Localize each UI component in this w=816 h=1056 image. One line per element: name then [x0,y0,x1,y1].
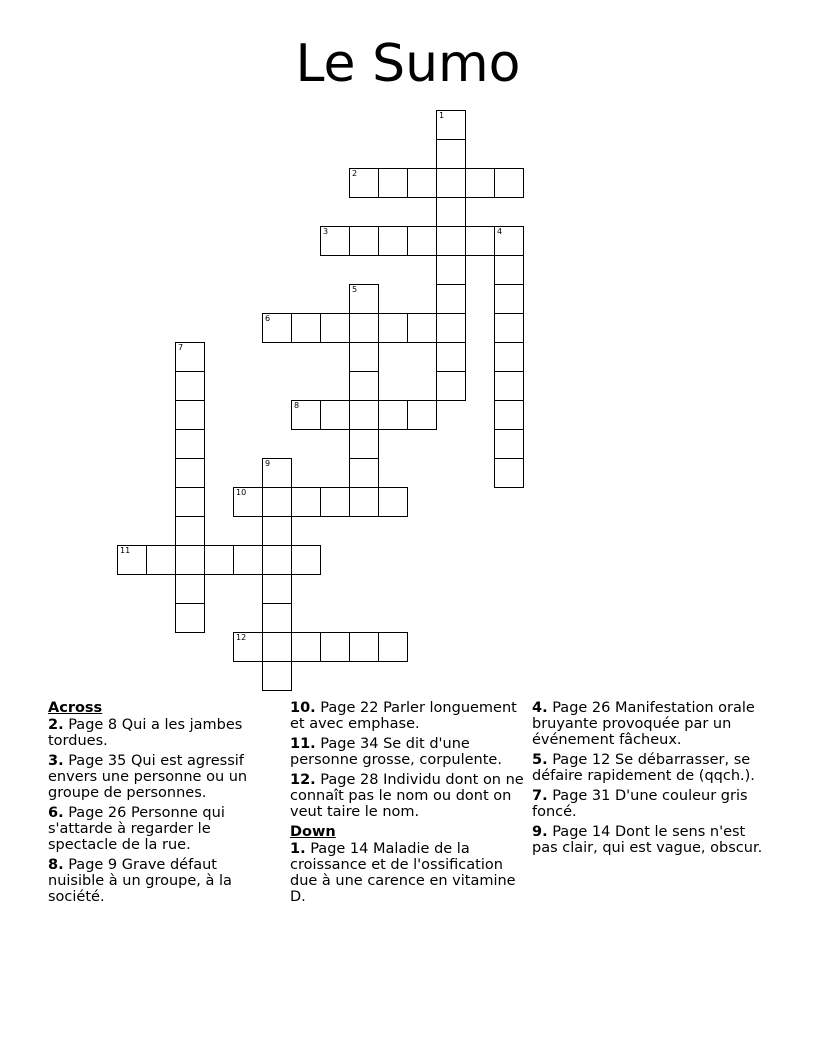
grid-cell[interactable] [494,255,524,285]
grid-cell[interactable] [407,313,437,343]
grid-cell[interactable] [378,168,408,198]
grid-cell[interactable] [349,284,379,314]
grid-cell[interactable] [436,139,466,169]
clues-column-3 [532,700,772,860]
grid-cell[interactable] [494,458,524,488]
grid-cell[interactable] [175,545,205,575]
grid-cell[interactable] [291,400,321,430]
clue-number: 4 [497,227,503,236]
grid-cell[interactable] [436,226,466,256]
grid-cell[interactable] [465,226,495,256]
grid-cell[interactable] [436,168,466,198]
grid-cell[interactable] [349,487,379,517]
grid-cell[interactable] [494,371,524,401]
clue-across-8: 8. Page 9 Grave défaut nuisible à un groupe, à la société. [48,857,232,905]
clue-across-2: 2. Page 8 Qui a les jambes tordues. [48,717,243,749]
grid-cell[interactable] [262,487,292,517]
grid-cell[interactable] [320,313,350,343]
grid-cell[interactable] [262,632,292,662]
grid-cell[interactable] [349,168,379,198]
clue-across-11: 11. Page 34 Se dit d'une personne grosse, corpulente. [290,736,502,768]
clue-number: 5 [352,285,358,294]
grid-cell[interactable] [262,574,292,604]
clue-down-7: 7. Page 31 D'une couleur gris foncé. [532,788,748,820]
grid-cell[interactable] [291,487,321,517]
grid-cell[interactable] [436,371,466,401]
grid-cell[interactable] [349,313,379,343]
grid-cell[interactable] [436,255,466,285]
grid-cell[interactable] [407,400,437,430]
grid-cell[interactable] [175,487,205,517]
grid-cell[interactable] [117,545,147,575]
clue-number: 8 [294,401,300,410]
clue-number: 3 [323,227,329,236]
clue-across-3: 3. Page 35 Qui est agressif envers une personne ou un groupe de personnes. [48,753,248,801]
grid-cell[interactable] [262,661,292,691]
clue-down-9: 9. Page 14 Dont le sens n'est pas clair, qui est vague, obscur. [532,824,763,856]
grid-cell[interactable] [465,168,495,198]
grid-cell[interactable] [378,400,408,430]
clue-down-1: 1. Page 14 Maladie de la croissance et de l'ossification due à une carence en vitamine D. [290,841,516,905]
grid-cell[interactable] [349,226,379,256]
grid-cell[interactable] [233,545,263,575]
clues-column-1 [48,700,273,909]
clues-column-2 [290,700,530,909]
grid-cell[interactable] [262,458,292,488]
across-heading: Across [48,700,103,716]
grid-cell[interactable] [233,632,263,662]
down-heading: Down [290,824,336,840]
grid-cell[interactable] [436,197,466,227]
grid-cell[interactable] [320,632,350,662]
grid-cell[interactable] [407,168,437,198]
grid-cell[interactable] [494,342,524,372]
grid-cell[interactable] [349,371,379,401]
grid-cell[interactable] [378,226,408,256]
grid-cell[interactable] [349,400,379,430]
grid-cell[interactable] [204,545,234,575]
grid-cell[interactable] [146,545,176,575]
clue-number: 7 [178,343,184,352]
grid-cell[interactable] [494,284,524,314]
clue-across-6: 6. Page 26 Personne qui s'attarde à regarder le spectacle de la rue. [48,805,225,853]
clue-down-5: 5. Page 12 Se débarrasser, se défaire rapidement de (qqch.). [532,752,755,784]
grid-cell[interactable] [320,400,350,430]
clue-number: 12 [236,633,247,642]
grid-cell[interactable] [349,632,379,662]
grid-cell[interactable] [175,516,205,546]
grid-cell[interactable] [262,313,292,343]
grid-cell[interactable] [175,574,205,604]
clue-down-4: 4. Page 26 Manifestation orale bruyante provoquée par un événement fâcheux. [532,700,755,748]
grid-cell[interactable] [320,226,350,256]
grid-cell[interactable] [262,516,292,546]
grid-cell[interactable] [175,458,205,488]
clue-across-10: 10. Page 22 Parler longuement et avec emphase. [290,700,517,732]
grid-cell[interactable] [262,545,292,575]
grid-cell[interactable] [175,429,205,459]
grid-cell[interactable] [378,313,408,343]
grid-cell[interactable] [378,632,408,662]
grid-cell[interactable] [175,400,205,430]
clue-across-12: 12. Page 28 Individu dont on ne connaît pas le nom ou dont on veut taire le nom. [290,772,524,820]
grid-cell[interactable] [175,371,205,401]
grid-cell[interactable] [349,458,379,488]
grid-cell[interactable] [291,632,321,662]
clue-number: 11 [120,546,131,555]
grid-cell[interactable] [407,226,437,256]
grid-cell[interactable] [436,342,466,372]
grid-cell[interactable] [494,429,524,459]
grid-cell[interactable] [436,313,466,343]
grid-cell[interactable] [175,603,205,633]
grid-cell[interactable] [291,545,321,575]
clue-number: 6 [265,314,271,323]
clue-number: 1 [439,111,445,120]
clue-number: 9 [265,459,271,468]
grid-cell[interactable] [378,487,408,517]
grid-cell[interactable] [494,400,524,430]
grid-cell[interactable] [436,110,466,140]
grid-cell[interactable] [262,603,292,633]
grid-cell[interactable] [349,429,379,459]
grid-cell[interactable] [494,168,524,198]
grid-cell[interactable] [233,487,263,517]
grid-cell[interactable] [494,313,524,343]
grid-cell[interactable] [320,487,350,517]
grid-cell[interactable] [291,313,321,343]
clue-number: 2 [352,169,358,178]
clue-number: 10 [236,488,247,497]
grid-cell[interactable] [436,284,466,314]
grid-cell[interactable] [494,226,524,256]
grid-cell[interactable] [175,342,205,372]
puzzle-title: Le Sumo [295,34,521,94]
grid-cell[interactable] [349,342,379,372]
